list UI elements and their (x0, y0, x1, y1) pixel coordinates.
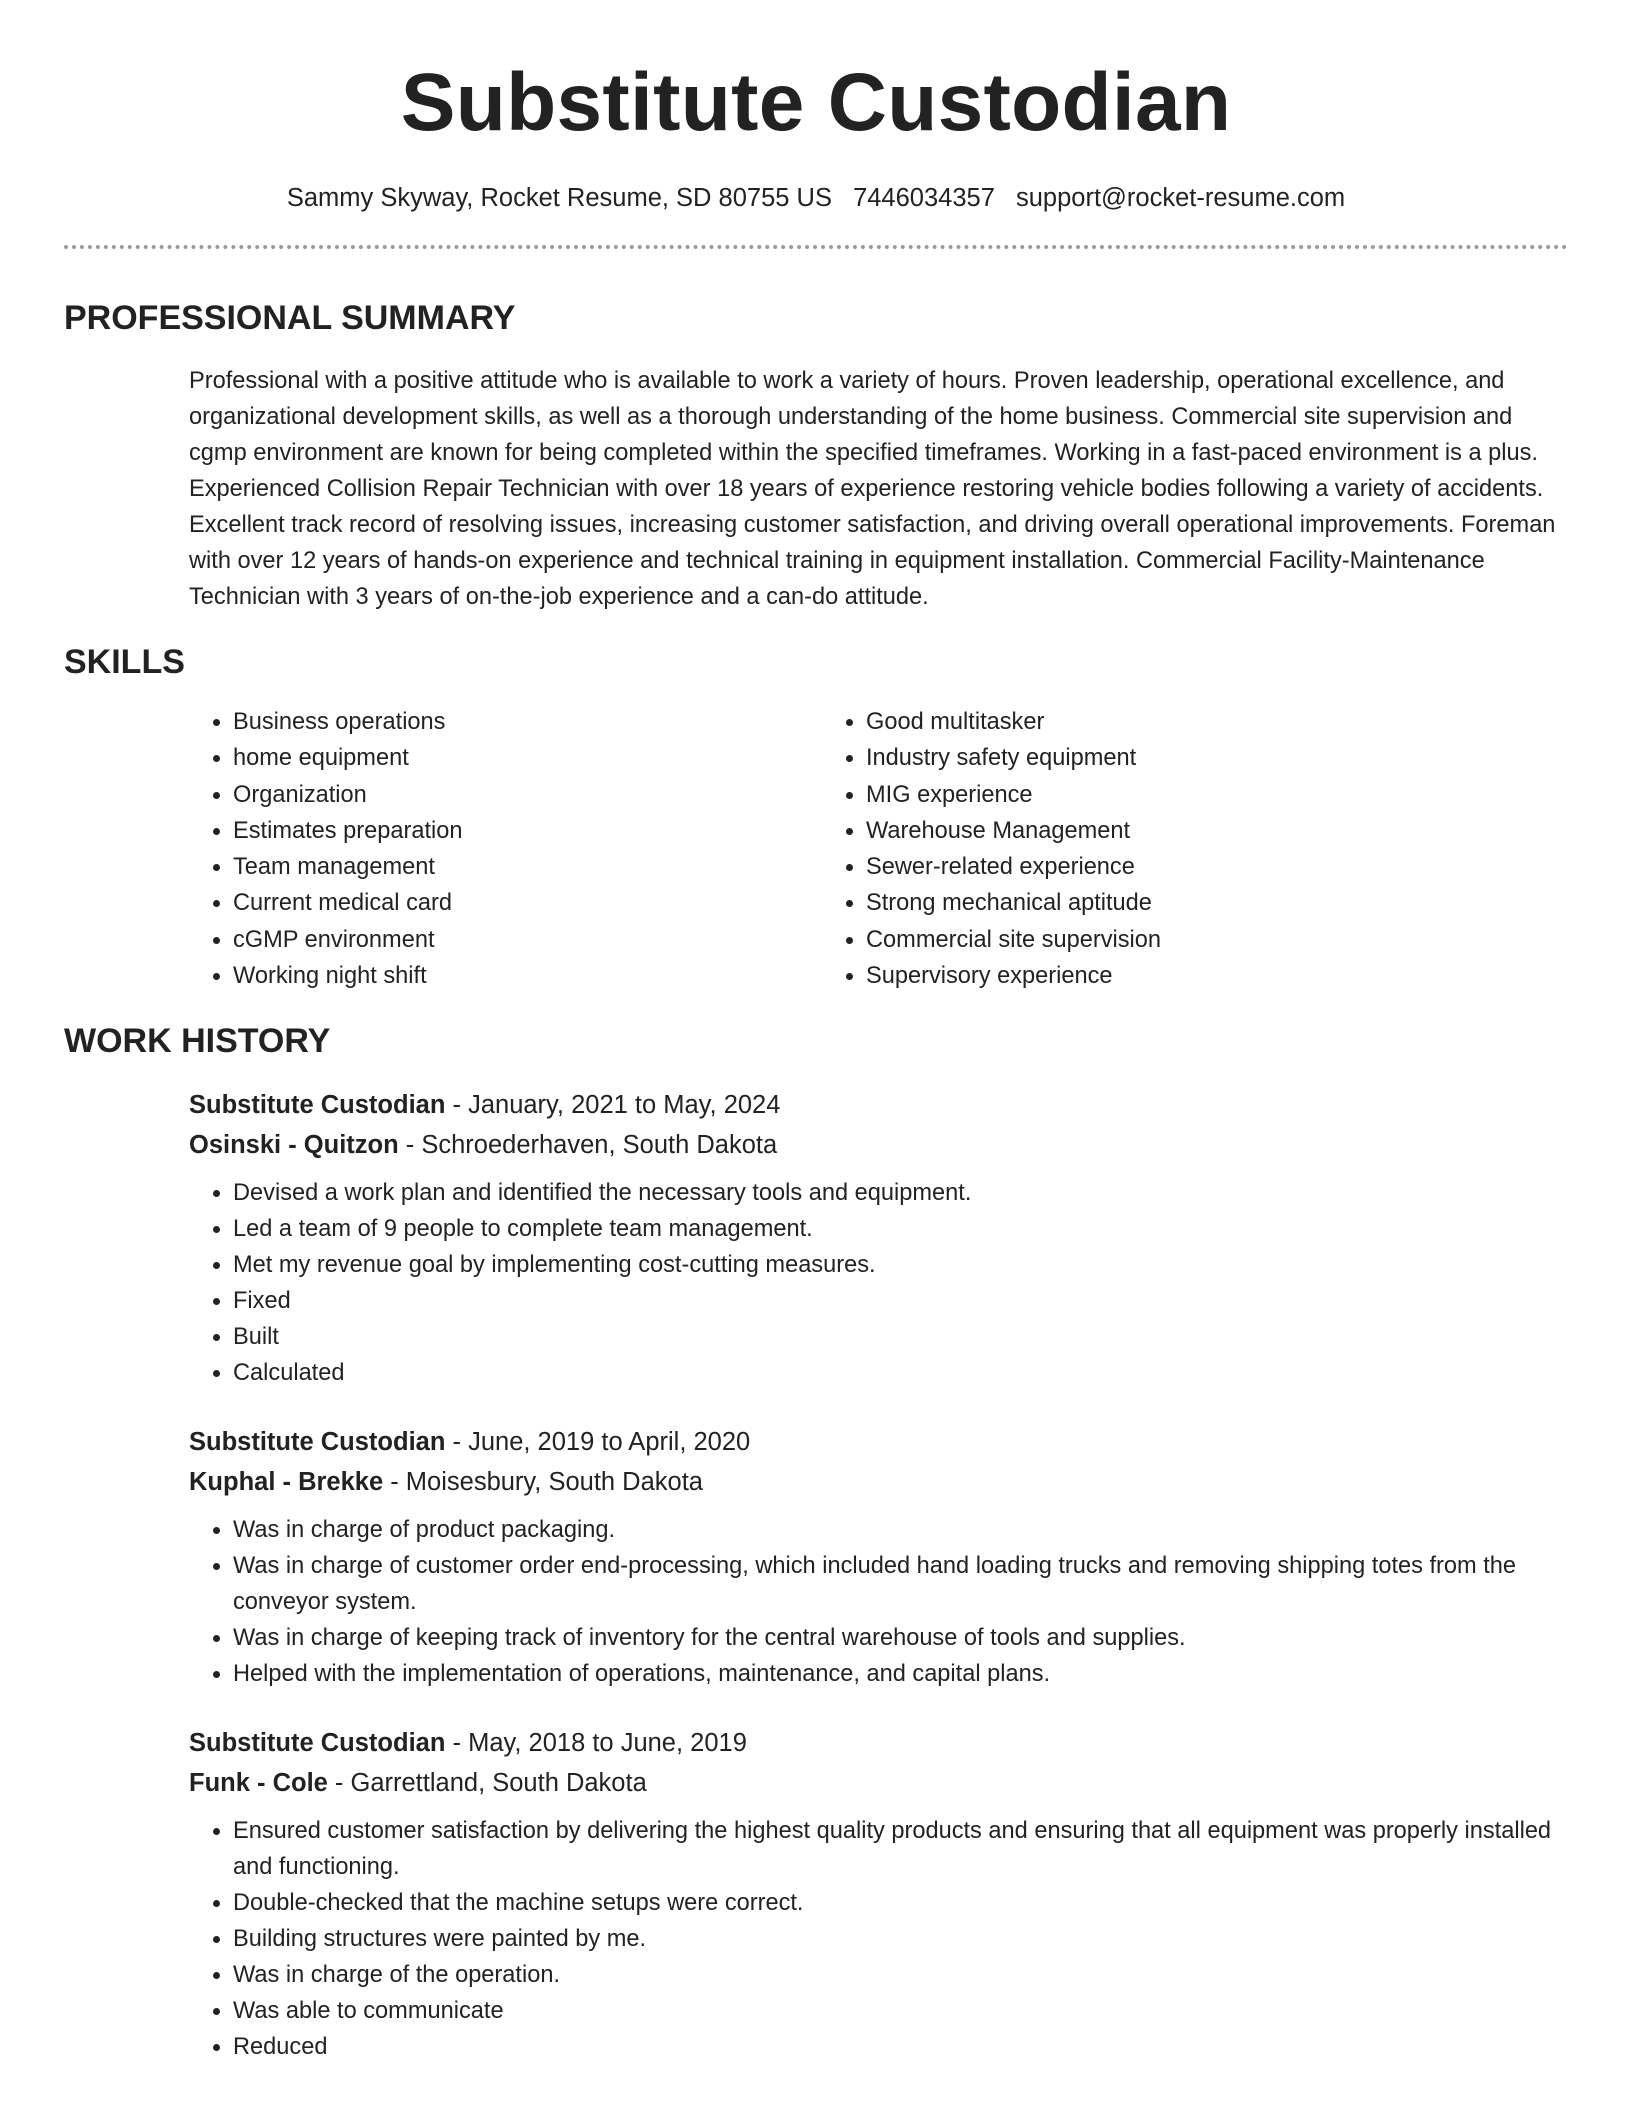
skill-item: • Supervisory experience (866, 958, 1161, 994)
job-location: - Garrettland, South Dakota (327, 1769, 647, 1798)
job-bullet: • Reduced (233, 2029, 1589, 2065)
job-entry (189, 1085, 1568, 1391)
job-company-line (189, 1763, 1568, 1803)
skill-item: • Industry safety equipment (866, 740, 1161, 776)
skills-grid (189, 704, 1568, 994)
work-history-heading: WORK HISTORY (64, 1022, 331, 1061)
job-bullet: • Devised a work plan and identified the necessary tools and equipment. (233, 1175, 1589, 1211)
job-bullet: • Building structures were painted by me. (233, 1921, 1589, 1957)
job-bullet: • Was able to communicate (233, 1993, 1589, 2029)
job-bullet: • Built (233, 1319, 1589, 1355)
skill-item: • Working night shift (233, 958, 822, 994)
job-bullet: • Was in charge of the operation. (233, 1957, 1589, 1993)
job-bullet: • Was in charge of customer order end-processing, which included hand loading trucks and removing shipping totes from the conveyor system. (233, 1548, 1589, 1620)
summary-heading: PROFESSIONAL SUMMARY (64, 299, 516, 337)
skill-item: • Warehouse Management (866, 813, 1161, 849)
header-divider (64, 245, 1568, 249)
job-dates: - January, 2021 to May, 2024 (445, 1091, 781, 1120)
job-title: Substitute Custodian (189, 1729, 446, 1758)
skill-item: • Strong mechanical aptitude (866, 885, 1161, 921)
skill-item: • cGMP environment (233, 922, 822, 958)
job-bullet: • Led a team of 9 people to complete team management. (233, 1211, 1589, 1247)
job-bullet: • Double-checked that the machine setups were correct. (233, 1885, 1589, 1921)
job-company: Osinski - Quitzon (189, 1131, 399, 1160)
job-title-line (189, 1085, 1568, 1125)
job-bullet: • Calculated (233, 1355, 1589, 1391)
skill-item: • Organization (233, 777, 822, 813)
job-dates: - June, 2019 to April, 2020 (445, 1428, 751, 1457)
contact-email: support@rocket-resume.com (1015, 184, 1346, 212)
job-bullet: • Met my revenue goal by implementing cost-cutting measures. (233, 1247, 1589, 1283)
skill-item: • home equipment (233, 740, 822, 776)
skills-list-right (822, 704, 1161, 994)
job-title-line (189, 1422, 1568, 1462)
job-dates: - May, 2018 to June, 2019 (445, 1729, 747, 1758)
skill-item: • MIG experience (866, 777, 1161, 813)
job-bullets (189, 1512, 1589, 1692)
job-company: Funk - Cole (189, 1769, 328, 1798)
contact-info (64, 184, 1568, 213)
skill-item: • Commercial site supervision (866, 922, 1161, 958)
skill-item: • Team management (233, 849, 822, 885)
job-company-line (189, 1125, 1568, 1165)
job-title: Substitute Custodian (189, 1091, 446, 1120)
job-title: Substitute Custodian (189, 1428, 446, 1457)
job-title-line (189, 1723, 1568, 1763)
job-location: - Moisesbury, South Dakota (383, 1468, 703, 1497)
resume-name: Substitute Custodian (400, 57, 1232, 148)
skills-heading: SKILLS (64, 643, 185, 681)
skill-item: • Sewer-related experience (866, 849, 1161, 885)
skill-item: • Current medical card (233, 885, 822, 921)
job-bullet: • Fixed (233, 1283, 1589, 1319)
job-bullets (189, 1813, 1589, 2065)
skill-item: • Business operations (233, 704, 822, 740)
skill-item: • Good multitasker (866, 704, 1161, 740)
job-location: - Schroederhaven, South Dakota (398, 1131, 778, 1160)
skill-item: • Estimates preparation (233, 813, 822, 849)
job-bullet: • Was in charge of keeping track of inventory for the central warehouse of tools and supplies. (233, 1620, 1589, 1656)
job-bullet: • Was in charge of product packaging. (233, 1512, 1589, 1548)
job-bullets (189, 1175, 1589, 1391)
job-company: Kuphal - Brekke (189, 1468, 384, 1497)
job-company-line (189, 1462, 1568, 1502)
job-entry (189, 1723, 1568, 2065)
skills-list-left (189, 704, 822, 994)
contact-address: Sammy Skyway, Rocket Resume, SD 80755 US (286, 184, 832, 212)
summary-text: Professional with a positive attitude who is available to work a variety of hours. Proven leadership, operational excellence, and organizational development skills, as well as a thorough understanding of the home business. Commercial site supervision and cgmp environment are known for being completed within the specified timeframes. Working in a fast-paced environment is a plus. Experienced Collision Repair Technician with over 18 years of experience restoring vehicle bodies following a variety of accidents. Excellent track record of resolving issues, increasing customer satisfaction, and driving overall operational improvements. Foreman with over 12 years of hands-on experience and technical training in equipment installation. Commercial Facility-Maintenance Technician with 3 years of on-the-job experience and a can-do attitude. (189, 368, 1556, 610)
contact-phone: 7446034357 (853, 184, 995, 212)
job-bullet: • Helped with the implementation of operations, maintenance, and capital plans. (233, 1656, 1589, 1692)
job-bullet: • Ensured customer satisfaction by delivering the highest quality products and ensuring that all equipment was properly installed and functioning. (233, 1813, 1589, 1885)
job-entry (189, 1422, 1568, 1692)
